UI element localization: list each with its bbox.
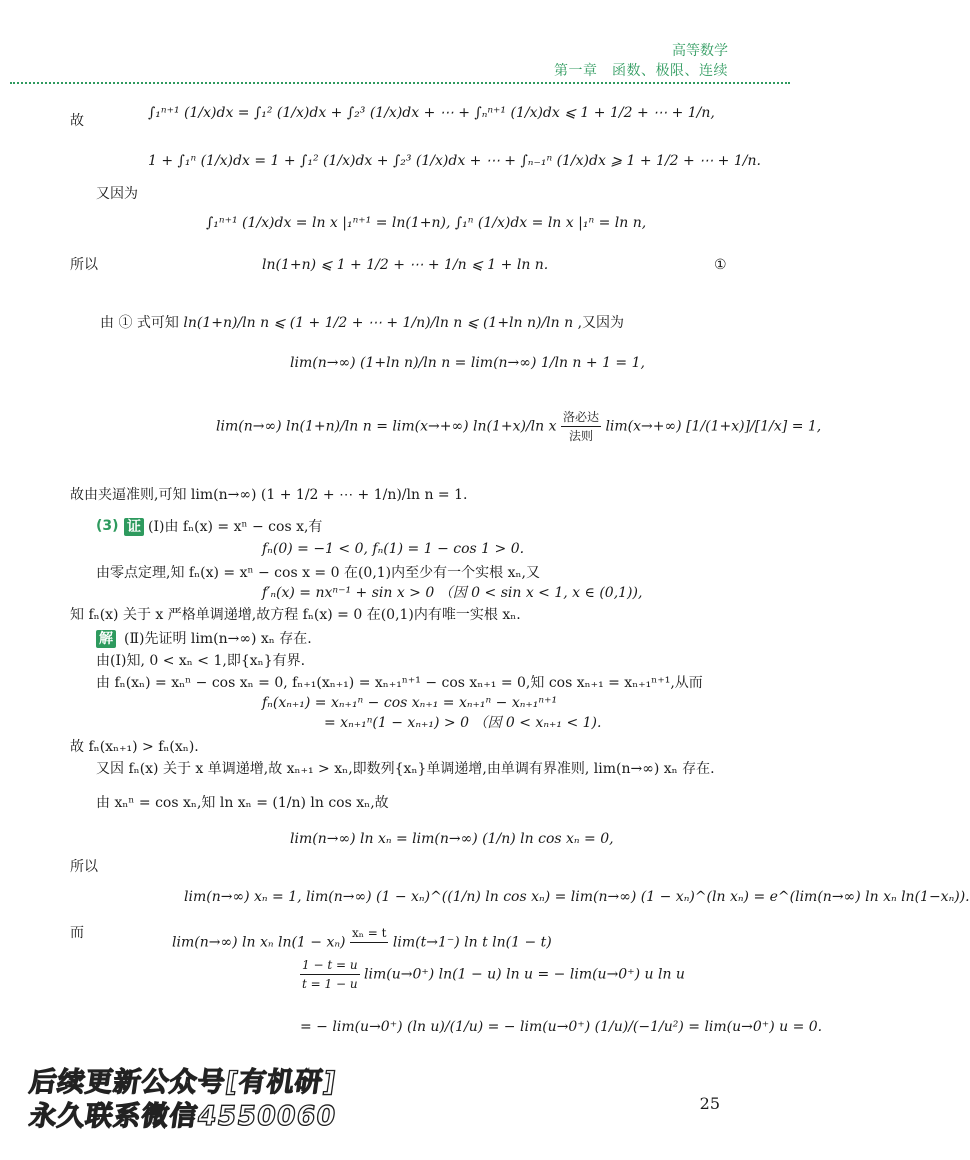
- log-relation: 由 xₙⁿ = cos xₙ,知 ln xₙ = (1/n) ln cos xₙ,故: [96, 795, 389, 811]
- f-comparison: 故 fₙ(xₙ₊₁) > fₙ(xₙ).: [70, 739, 199, 755]
- lhopital-tag-bottom: 法则: [561, 426, 601, 445]
- chapter-title: 第一章 函数、极限、连续: [554, 63, 728, 79]
- integral-evaluation: ∫₁ⁿ⁺¹ (1/x)dx = ln x |₁ⁿ⁺¹ = ln(1+n), ∫₁ⁿ (1/x)dx = ln x |₁ⁿ = ln n,: [206, 215, 647, 231]
- watermark-line-1: 后续更新公众号[有机研]: [27, 1067, 339, 1098]
- power-limit: lim(n→∞) xₙ = 1, lim(n→∞) (1 − xₙ)^((1/n) ln cos xₙ) = lim(n→∞) (1 − xₙ)^(ln xₙ) = e^(lim(n→∞) ln xₙ ln(1−xₙ)).: [184, 889, 970, 905]
- ratio-line: [100, 314, 624, 332]
- f-positive: = xₙ₊₁ⁿ(1 − xₙ₊₁) > 0 （因 0 < xₙ₊₁ < 1).: [324, 715, 602, 731]
- limit-upper-bound: lim(n→∞) (1+ln n)/ln n = lim(n→∞) 1/ln n + 1 = 1,: [290, 355, 645, 371]
- equation-marker-1: ①: [714, 257, 727, 273]
- label-youyinwei: 又因为: [96, 186, 138, 202]
- lhopital-rule-tag: [561, 408, 601, 445]
- substitution-1-left: lim(n→∞) ln xₙ ln(1 − xₙ): [172, 934, 346, 951]
- proof-badge: 证: [124, 518, 144, 536]
- squeeze-conclusion: 故由夹逼准则,可知 lim(n→∞) (1 + 1/2 + ⋯ + 1/n)/ln n = 1.: [70, 487, 468, 503]
- lhopital-left: lim(n→∞) ln(1+n)/ln n = lim(x→+∞) ln(1+x)/ln x: [216, 418, 557, 435]
- substitution-line-2: [300, 956, 685, 993]
- endpoint-values: fₙ(0) = −1 < 0, fₙ(1) = 1 − cos 1 > 0.: [262, 541, 525, 557]
- inequality-upper: ∫₁ⁿ⁺¹ (1/x)dx = ∫₁² (1/x)dx + ∫₂³ (1/x)dx + ⋯ + ∫ₙⁿ⁺¹ (1/x)dx ⩽ 1 + 1/2 + ⋯ + 1/n,: [148, 105, 715, 121]
- log-limit: lim(n→∞) ln xₙ = lim(n→∞) (1/n) ln cos xₙ = 0,: [290, 831, 614, 847]
- lhopital-right: lim(x→+∞) [1/(1+x)]/[1/x] = 1,: [605, 418, 822, 435]
- ratio-intro: 由 ① 式可知: [100, 315, 179, 331]
- page-number: 25: [699, 1094, 720, 1113]
- lhopital-line: [216, 408, 821, 445]
- lhopital-tag-top: 洛必达: [562, 410, 599, 424]
- substitution-1-right: lim(t→1⁻) ln t ln(1 − t): [392, 934, 552, 951]
- substitution-tag-1-top: xₙ = t: [351, 926, 387, 940]
- inequality-lower: 1 + ∫₁ⁿ (1/x)dx = 1 + ∫₁² (1/x)dx + ∫₂³ (1/x)dx + ⋯ + ∫ₙ₋₁ⁿ (1/x)dx ⩾ 1 + 1/2 + ⋯ + 1/n.: [148, 153, 761, 169]
- ratio-inequality: ln(1+n)/ln n ⩽ (1 + 1/2 + ⋯ + 1/n)/ln n ⩽ (1+ln n)/ln n: [183, 315, 574, 331]
- zero-point-theorem: 由零点定理,知 fₙ(x) = xⁿ − cos x = 0 在(0,1)内至少有一个实根 xₙ,又: [96, 565, 540, 581]
- label-suoyi-2: 所以: [70, 859, 98, 875]
- solution-badge: 解: [96, 630, 116, 648]
- header-divider: [10, 82, 790, 84]
- substitution-tag-2: [300, 956, 360, 993]
- derivative-positive: f′ₙ(x) = nxⁿ⁻¹ + sin x > 0 （因 0 < sin x < 1, x ∈ (0,1)),: [262, 585, 643, 601]
- watermark-line-2: 永久联系微信4550060: [27, 1101, 339, 1132]
- unique-root: 知 fₙ(x) 关于 x 严格单调递增,故方程 fₙ(x) = 0 在(0,1)内有唯一实根 xₙ.: [70, 607, 521, 623]
- part-i-intro: (Ⅰ)由 fₙ(x) = xⁿ − cos x,有: [148, 519, 323, 535]
- substitution-tag-2-bottom: t = 1 − u: [300, 974, 360, 993]
- final-limit: = − lim(u→0⁺) (ln u)/(1/u) = − lim(u→0⁺) (1/u)/(−1/u²) = lim(u→0⁺) u = 0.: [300, 1019, 823, 1035]
- substitution-tag-2-top: 1 − t = u: [302, 958, 358, 972]
- substitution-2-right: lim(u→0⁺) ln(1 − u) ln u = − lim(u→0⁺) u ln u: [364, 966, 685, 983]
- root-relation: 由 fₙ(xₙ) = xₙⁿ − cos xₙ = 0, fₙ₊₁(xₙ₊₁) = xₙ₊₁ⁿ⁺¹ − cos xₙ₊₁ = 0,知 cos xₙ₊₁ = xₙ₊₁ⁿ⁺¹,从而: [96, 675, 703, 691]
- ratio-outro: ,又因为: [577, 315, 625, 331]
- label-suoyi-1: 所以: [70, 257, 98, 273]
- part-3-label: (3): [96, 518, 119, 534]
- bounded-sequence: 由(Ⅰ)知, 0 < xₙ < 1,即{xₙ}有界.: [96, 653, 306, 669]
- monotone-convergence: 又因 fₙ(x) 关于 x 单调递增,故 xₙ₊₁ > xₙ,即数列{xₙ}单调递增,由单调有界准则, lim(n→∞) xₙ 存在.: [96, 761, 715, 777]
- book-title: 高等数学: [672, 43, 728, 59]
- part-ii-intro: (Ⅱ)先证明 lim(n→∞) xₙ 存在.: [124, 631, 312, 647]
- f-at-next-root: fₙ(xₙ₊₁) = xₙ₊₁ⁿ − cos xₙ₊₁ = xₙ₊₁ⁿ − xₙ₊₁ⁿ⁺¹: [262, 695, 558, 711]
- label-gu: 故: [70, 113, 84, 129]
- label-er: 而: [70, 925, 84, 941]
- harmonic-bound: ln(1+n) ⩽ 1 + 1/2 + ⋯ + 1/n ⩽ 1 + ln n.: [262, 257, 549, 273]
